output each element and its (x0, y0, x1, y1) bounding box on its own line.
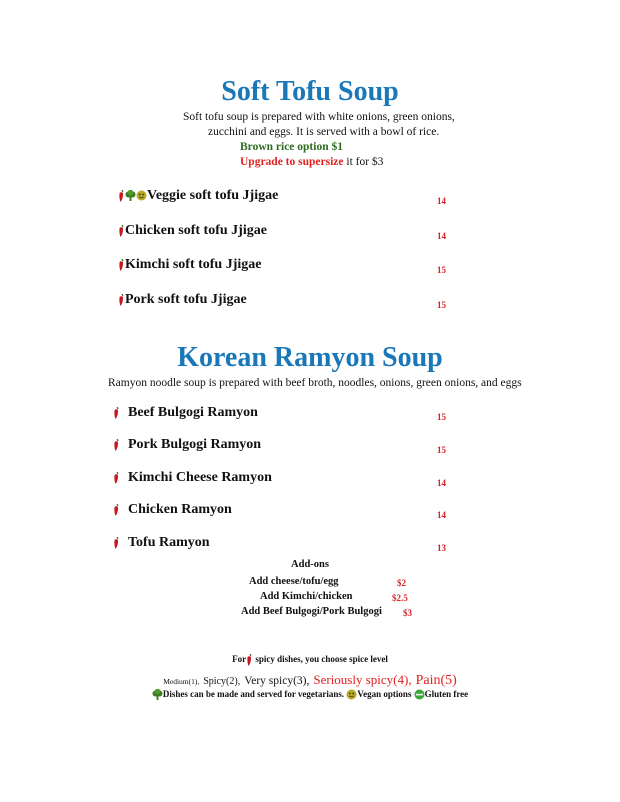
menu-item (113, 405, 258, 421)
spice-legend-pre: For (232, 654, 247, 665)
menu-item-price: 15 (437, 265, 446, 275)
addon-name: Add Beef Bulgogi/Pork Bulgogi (241, 606, 382, 617)
upgrade-rest: it for $3 (343, 156, 384, 168)
upgrade-label: Upgrade to supersize (240, 156, 344, 168)
gf-legend-text: Gluten free (424, 689, 469, 699)
menu-item-price: 15 (437, 445, 446, 455)
upgrade-note (240, 156, 383, 168)
spice-level-1: Medium(1), (163, 677, 200, 686)
menu-item-price: 14 (437, 510, 446, 520)
chili-pepper-icon (113, 472, 120, 484)
menu-item (118, 257, 261, 273)
chili-pepper-icon (118, 225, 125, 237)
menu-item-price: 14 (437, 196, 446, 206)
spice-level-2: Spicy(2), (203, 676, 241, 687)
menu-item (118, 188, 278, 204)
menu-item-name: Chicken soft tofu Jjigae (125, 223, 267, 238)
menu-item-price: 15 (437, 300, 446, 310)
menu-item-price: 15 (437, 412, 446, 422)
menu-item-name: Veggie soft tofu Jjigae (147, 188, 279, 203)
menu-item (113, 437, 261, 453)
vegan-face-icon (346, 689, 357, 700)
addon-price: $2 (397, 578, 406, 588)
vegan-face-icon (136, 190, 147, 201)
menu-item-name: Kimchi soft tofu Jjigae (125, 257, 262, 272)
addon-name: Add cheese/tofu/egg (249, 576, 339, 587)
menu-item (118, 292, 247, 308)
section-description-line1: Soft tofu soup is prepared with white onions, green onions, (183, 111, 455, 123)
menu-item-name: Chicken Ramyon (128, 502, 232, 517)
spice-levels (0, 671, 620, 689)
addons-title: Add-ons (291, 559, 329, 570)
spice-level-5: Pain(5) (415, 673, 457, 688)
addon-price: $3 (403, 608, 412, 618)
addon-name: Add Kimchi/chicken (260, 591, 353, 602)
chili-pepper-icon (113, 407, 120, 419)
menu-item (118, 223, 267, 239)
menu-item-price: 14 (437, 231, 446, 241)
menu-item (113, 470, 272, 486)
chili-pepper-icon (118, 190, 125, 202)
chili-pepper-icon (118, 294, 125, 306)
menu-item-price: 14 (437, 478, 446, 488)
menu-item-name: Pork soft tofu Jjigae (125, 292, 247, 307)
addon-price: $2.5 (392, 593, 408, 603)
menu-item-name: Beef Bulgogi Ramyon (128, 405, 258, 420)
vegan-legend-text: Vegan options (357, 689, 412, 699)
menu-item-name: Pork Bulgogi Ramyon (128, 437, 262, 452)
broccoli-icon (152, 689, 163, 700)
veg-legend-text: Dishes can be made and served for vegetarians. (162, 689, 345, 699)
chili-pepper-icon (113, 439, 120, 451)
menu-item-name: Tofu Ramyon (128, 535, 210, 550)
spice-legend-line (0, 654, 620, 666)
chili-pepper-icon (118, 259, 125, 271)
section-description-line2: zucchini and eggs. It is served with a bowl of rice. (208, 126, 440, 138)
brown-rice-option: Brown rice option $1 (240, 141, 343, 153)
menu-item (113, 502, 232, 518)
chili-pepper-icon (113, 537, 120, 549)
menu-item-name: Kimchi Cheese Ramyon (128, 470, 272, 485)
gluten-free-icon (414, 689, 425, 700)
chili-pepper-icon (113, 504, 120, 516)
spice-level-3: Very spicy(3), (244, 675, 310, 687)
section-title-soft-tofu: Soft Tofu Soup (221, 76, 399, 107)
diet-legend (0, 689, 620, 700)
menu-item (113, 535, 210, 551)
broccoli-icon (125, 190, 136, 201)
menu-item-price: 13 (437, 543, 446, 553)
section-description: Ramyon noodle soup is prepared with beef broth, noodles, onions, green onions, and eggs (108, 377, 522, 389)
spice-level-4: Seriously spicy(4), (313, 672, 412, 687)
spice-legend-post: spicy dishes, you choose spice level (253, 654, 388, 665)
section-title-ramyon: Korean Ramyon Soup (177, 342, 443, 373)
